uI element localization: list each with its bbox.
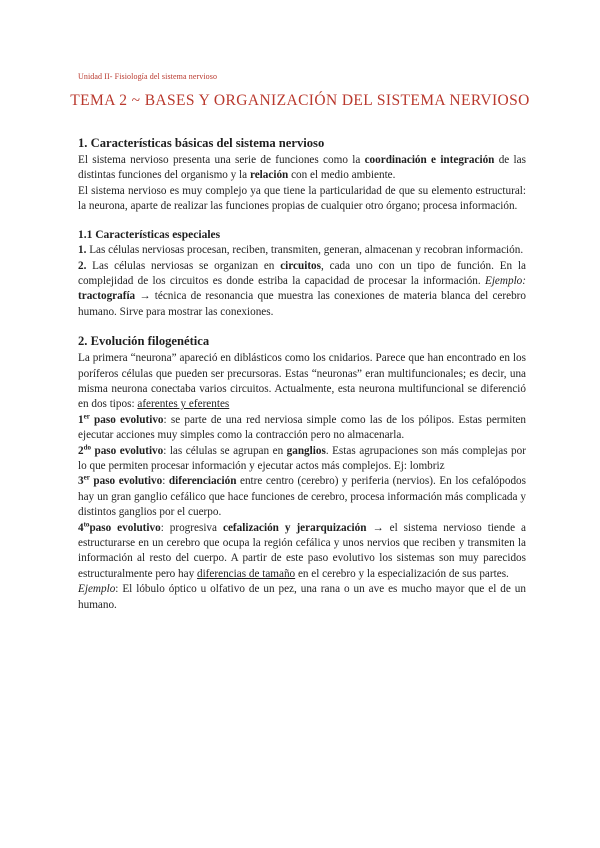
evolution-step-1: 1er paso evolutivo: se parte de una red nerviosa simple como las de los pólipos. Estas permiten ejecutar acciones muy simples como la contracción pero no almacenarla. xyxy=(78,412,526,442)
section-1-1-heading: 1.1 Características especiales xyxy=(78,228,221,241)
section-1-paragraph-2: El sistema nervioso es muy complejo ya que tiene la particularidad de que su elemento estructural: la neurona, aparte de realizar las funciones propias de cualquier otro órgano; procesa información. xyxy=(78,184,526,213)
unit-header: Unidad II- Fisiología del sistema nervioso xyxy=(78,72,218,81)
evolution-step-2: $2^{do}$ paso evolutivo: las células se agrupan en ganglios. Estas agrupaciones son más complejas por lo que permiten procesar información y ejecutar actos más complejos. Ej: lombriz xyxy=(78,442,526,472)
section-1-paragraph-1: El sistema nervioso presenta una serie de funciones como la coordinación e integración de las distintas funciones del organismo y la relación con el medio ambiente. xyxy=(78,154,526,182)
evolution-step-4: $4^{to}paso$ evolutivo: progresiva cefalización y jerarquización → el sistema nervioso tiende a estructurarse en un cerebro que ocupa la región cefálica y unos nervios que reciben y transmiten la información al resto del cuerpo. A partir de este paso evolutivo los sistemas son muy parecidos estructuralmente pero hay diferencias de tamaño en el cerebro y la especialización de sus partes. xyxy=(78,519,526,580)
special-item-2: 2. Las células nerviosas se organizan en circuitos, cada uno con un tipo de función. En la complejidad de los circuitos es donde estriba la capacidad de procesar la información. Ejemplo: tractografía → técnica de resonancia que muestra las conexiones de materia blanca del cerebro humano. Sirve para mostrar las conexiones. xyxy=(78,259,526,318)
evolution-intro: La primera “neurona” apareció en diblásticos como los cnidarios. Parece que han encontrado en los poríferos células que pueden ser precursoras. Estas “neuronas” eran multifuncionales; es decir, una misma neurona conectaba varios circuitos. Actualmente, esta neurona multifuncional se diferenció en dos tipos: aferentes y eferentes xyxy=(78,352,526,411)
page-title: TEMA 2 ~ BASES Y ORGANIZACIÓN DEL SISTEMA NERVIOSO xyxy=(70,92,530,109)
evolution-example: Ejemplo: El lóbulo óptico u olfativo de un pez, una rana o un ave es mucho mayor que el de un humano. xyxy=(78,583,526,611)
section-1-heading: 1. Características básicas del sistema nervioso xyxy=(78,136,325,150)
section-2-heading: 2. Evolución filogenética xyxy=(78,334,210,349)
evolution-step-3: 3er paso evolutivo: diferenciación entre centro (cerebro) y periferia (nervios). En los cefalópodos hay un gran ganglio cefálico que hace funciones de cerebro, procesa información más complicada y distintos ganglios por el cuerpo. xyxy=(78,473,527,519)
special-item-1: 1. Las células nerviosas procesan, reciben, transmiten, generan, almacenan y recobran información. xyxy=(78,244,524,257)
document-body xyxy=(78,135,526,613)
